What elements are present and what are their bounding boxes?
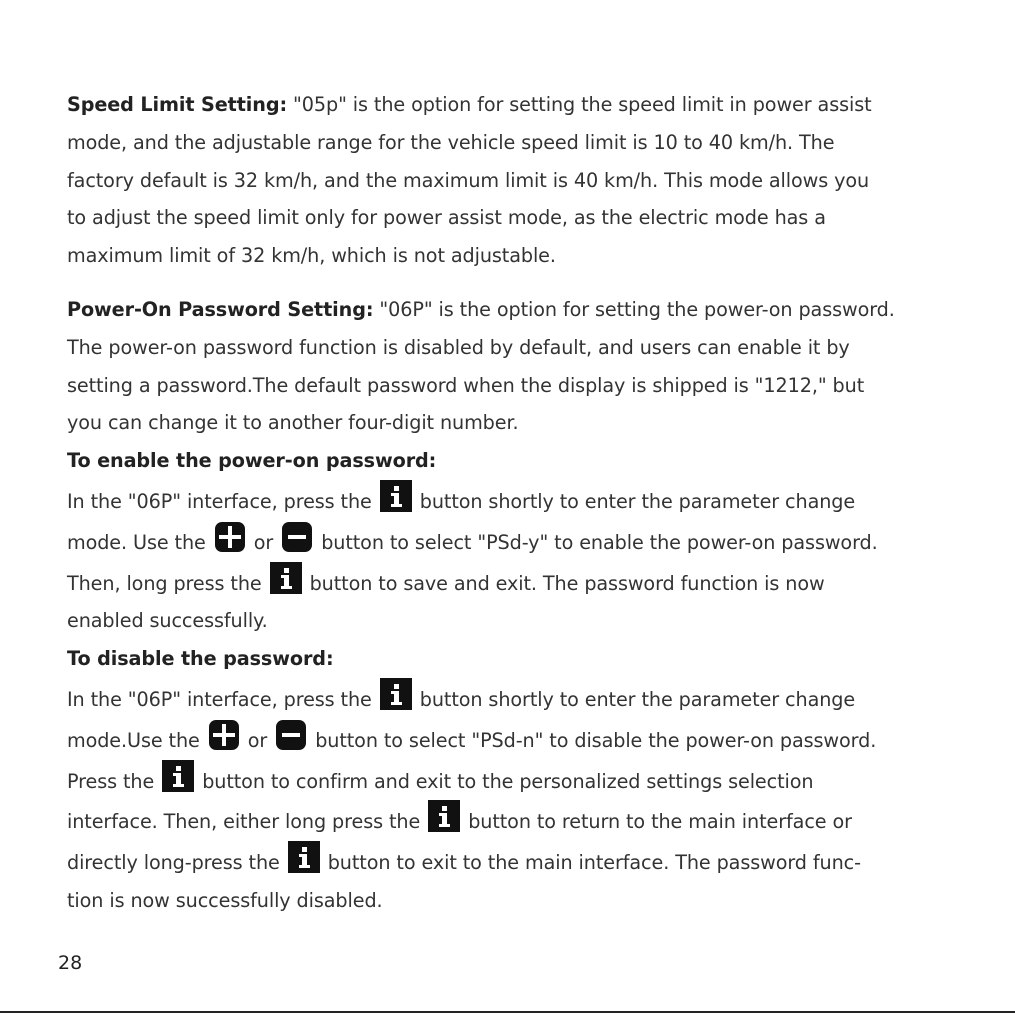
disable-line-2a: mode.Use the — [67, 728, 200, 752]
page-number: 28 — [58, 952, 83, 974]
disable-line-1a: In the "06P" interface, press the — [67, 687, 372, 711]
speed-limit-line-2: mode, and the adjustable range for the vehicle speed limit is 10 to 40 km/h. The — [67, 130, 835, 154]
speed-limit-line-3: factory default is 32 km/h, and the maximum limit is 40 km/h. This mode allows you — [67, 168, 870, 192]
info-button-icon — [380, 678, 412, 710]
plus-button-icon — [214, 521, 246, 553]
disable-line-4a: interface. Then, either long press the — [67, 810, 421, 834]
bottom-rule — [0, 1011, 1015, 1013]
minus-button-icon — [281, 521, 313, 553]
disable-line-4 — [67, 800, 957, 841]
power-on-text: "06P" is the option for setting the power-on password. — [373, 297, 895, 321]
enable-line-3 — [67, 562, 957, 603]
power-on-line-2: The power-on password function is disabled by default, and users can enable it by — [67, 335, 850, 359]
disable-line-2c: button to select "PSd-n" to disable the power-on password. — [315, 728, 877, 752]
speed-limit-line-4: to adjust the speed limit only for power assist mode, as the electric mode has a — [67, 206, 826, 230]
power-on-line-1 — [67, 291, 957, 329]
disable-line-3a: Press the — [67, 769, 155, 793]
power-on-line-3: setting a password.The default password when the display is shipped is "1212," but — [67, 373, 865, 397]
speed-limit-heading: Speed Limit Setting: — [67, 93, 288, 116]
disable-line-3b: button to confirm and exit to the personalized settings selection — [202, 769, 814, 793]
speed-limit-text: "05p" is the option for setting the speed limit in power assist — [287, 93, 872, 116]
enable-line-1 — [67, 480, 957, 521]
enable-line-1b: button shortly to enter the parameter change — [419, 489, 856, 513]
info-button-icon — [380, 480, 412, 512]
enable-line-2b: or — [253, 530, 274, 554]
power-on-heading: Power-On Password Setting: — [67, 297, 374, 321]
disable-line-5b: button to exit to the main interface. The password func- — [327, 851, 861, 875]
disable-line-2b: or — [247, 728, 268, 752]
info-button-icon — [428, 800, 460, 832]
disable-line-3 — [67, 760, 957, 801]
manual-page-content — [67, 86, 957, 920]
disable-heading: To disable the password: — [67, 647, 334, 671]
info-button-icon — [270, 562, 302, 594]
disable-line-4b: button to return to the main interface or — [468, 810, 852, 834]
disable-line-1 — [67, 678, 957, 719]
enable-line-3a: Then, long press the — [67, 571, 262, 595]
enable-line-4: enabled successfully. — [67, 609, 268, 633]
disable-line-5a: directly long-press the — [67, 851, 280, 875]
speed-limit-line-1 — [67, 86, 957, 124]
plus-button-icon — [208, 719, 240, 751]
minus-button-icon — [275, 719, 307, 751]
disable-line-6: tion is now successfully disabled. — [67, 888, 383, 912]
enable-line-1a: In the "06P" interface, press the — [67, 489, 372, 513]
info-button-icon — [288, 841, 320, 873]
enable-line-2a: mode. Use the — [67, 530, 206, 554]
speed-limit-line-5: maximum limit of 32 km/h, which is not adjustable. — [67, 244, 556, 268]
disable-line-2 — [67, 719, 957, 760]
disable-line-1b: button shortly to enter the parameter change — [419, 687, 856, 711]
enable-line-3b: button to save and exit. The password function is now — [309, 571, 825, 595]
enable-heading: To enable the power-on password: — [67, 449, 437, 473]
info-button-icon — [162, 760, 194, 792]
disable-line-5 — [67, 841, 957, 882]
enable-line-2 — [67, 521, 957, 562]
enable-line-2c: button to select "PSd-y" to enable the power-on password. — [321, 530, 878, 554]
power-on-line-4: you can change it to another four-digit number. — [67, 411, 519, 435]
